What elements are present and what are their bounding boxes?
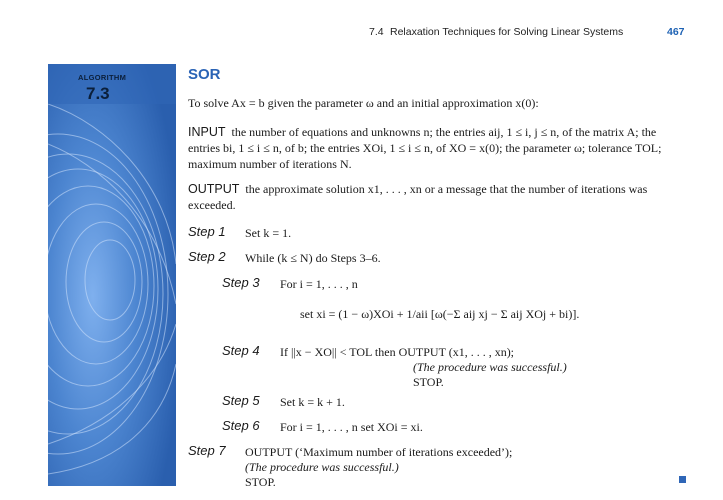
step-4-text: If ||x − XO|| < TOL then OUTPUT (x1, . . . , xn); — [280, 345, 515, 359]
intro-paragraph — [188, 95, 688, 111]
running-title: Relaxation Techniques for Solving Linear Systems — [390, 26, 624, 38]
step-1-label: Step 1 — [188, 224, 226, 239]
input-text: the number of equations and unknowns n; the entries aij, 1 ≤ i, j ≤ n, of the matrix A; the entries bi, 1 ≤ i ≤ n, of b; the entries XOi, 1 ≤ i ≤ n, of XO = x(0); the parameter ω; tolerance TOL; maximum number of iterations N. — [188, 125, 662, 171]
input-keyword: INPUT — [188, 125, 226, 139]
output-keyword: OUTPUT — [188, 182, 240, 196]
step-5-text: Set k = k + 1. — [280, 395, 345, 409]
output-paragraph — [188, 181, 688, 213]
output-text: the approximate solution x1, . . . , xn or a message that the number of iterations was exceeded. — [188, 182, 648, 212]
step-7-text: OUTPUT (‘Maximum number of iterations exceeded’); — [245, 445, 513, 459]
step-6-label: Step 6 — [222, 418, 260, 433]
intro-text: To solve Ax = b given the parameter ω and an initial approximation x(0): — [188, 96, 539, 110]
step-4-label: Step 4 — [222, 343, 260, 358]
algorithm-side-panel — [48, 64, 176, 486]
algorithm-label: ALGORITHM — [78, 73, 127, 82]
step-7-success-note: (The procedure was successful.) — [245, 460, 399, 474]
running-header — [0, 26, 723, 40]
step-1-text: Set k = 1. — [245, 226, 292, 240]
algorithm-title: SOR — [188, 66, 221, 83]
step-3-label: Step 3 — [222, 275, 260, 290]
input-paragraph — [188, 124, 688, 172]
end-of-algorithm-icon — [679, 476, 686, 483]
step-3-text: For i = 1, . . . , n — [280, 277, 358, 291]
step-4-stop: STOP. — [413, 375, 444, 389]
step-2-label: Step 2 — [188, 249, 226, 264]
algorithm-number: 7.3 — [86, 84, 110, 103]
step-4-success-note: (The procedure was successful.) — [413, 360, 567, 374]
step-2-text: While (k ≤ N) do Steps 3–6. — [245, 251, 381, 265]
swirl-decoration-icon — [48, 64, 176, 486]
step-6-text: For i = 1, . . . , n set XOi = xi. — [280, 420, 423, 434]
section-number: 7.4 — [369, 26, 384, 38]
step-3-formula: set xi = (1 − ω)XOi + 1/aii [ω(−Σ aij xj − Σ aij XOj + bi)]. — [300, 307, 580, 321]
step-7-stop: STOP. — [245, 475, 276, 489]
page-number: 467 — [667, 26, 685, 38]
step-5-label: Step 5 — [222, 393, 260, 408]
step-7-label: Step 7 — [188, 443, 226, 458]
